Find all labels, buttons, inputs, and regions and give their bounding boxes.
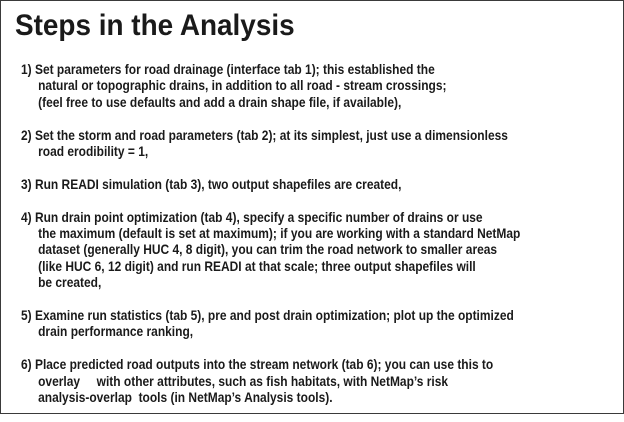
steps-list xyxy=(21,61,520,422)
step-item xyxy=(21,307,520,340)
step-line: overlay with other attributes, such as fish habitats, with NetMap’s risk xyxy=(38,372,449,389)
slide-title: Steps in the Analysis xyxy=(15,9,295,42)
step-line: be created, xyxy=(38,274,102,291)
step-line: 6) Place predicted road outputs into the stream network (tab 6); you can use this to xyxy=(21,356,494,373)
step-line: (feel free to use defaults and add a drain shape file, if available), xyxy=(38,93,402,110)
step-line: 2) Set the storm and road parameters (tab 2); at its simplest, just use a dimensionless xyxy=(21,126,508,143)
step-line: dataset (generally HUC 4, 8 digit), you can trim the road network to smaller areas xyxy=(38,241,498,258)
step-line: road erodibility = 1, xyxy=(38,143,149,160)
step-line: analysis-overlap tools (in NetMap’s Analysis tools). xyxy=(38,389,333,406)
step-line: the maximum (default is set at maximum); if you are working with a standard NetMap xyxy=(38,225,521,242)
step-line: drain performance ranking, xyxy=(38,323,194,340)
step-line: 1) Set parameters for road drainage (interface tab 1); this established the xyxy=(21,61,435,77)
step-item xyxy=(21,209,520,291)
step-line: (like HUC 6, 12 digit) and run READI at that scale; three output shapefiles will xyxy=(38,257,476,274)
step-item xyxy=(21,176,520,192)
step-line: natural or topographic drains, in addition to all road - stream crossings; xyxy=(38,77,447,94)
step-item xyxy=(21,356,520,405)
step-line: 3) Run READI simulation (tab 3), two output shapefiles are created, xyxy=(21,175,402,192)
step-line: 4) Run drain point optimization (tab 4), specify a specific number of drains or use xyxy=(21,208,483,225)
step-item xyxy=(21,61,520,110)
step-line: 5) Examine run statistics (tab 5), pre and post drain optimization; plot up the optimized xyxy=(21,307,514,324)
step-item xyxy=(21,127,520,160)
